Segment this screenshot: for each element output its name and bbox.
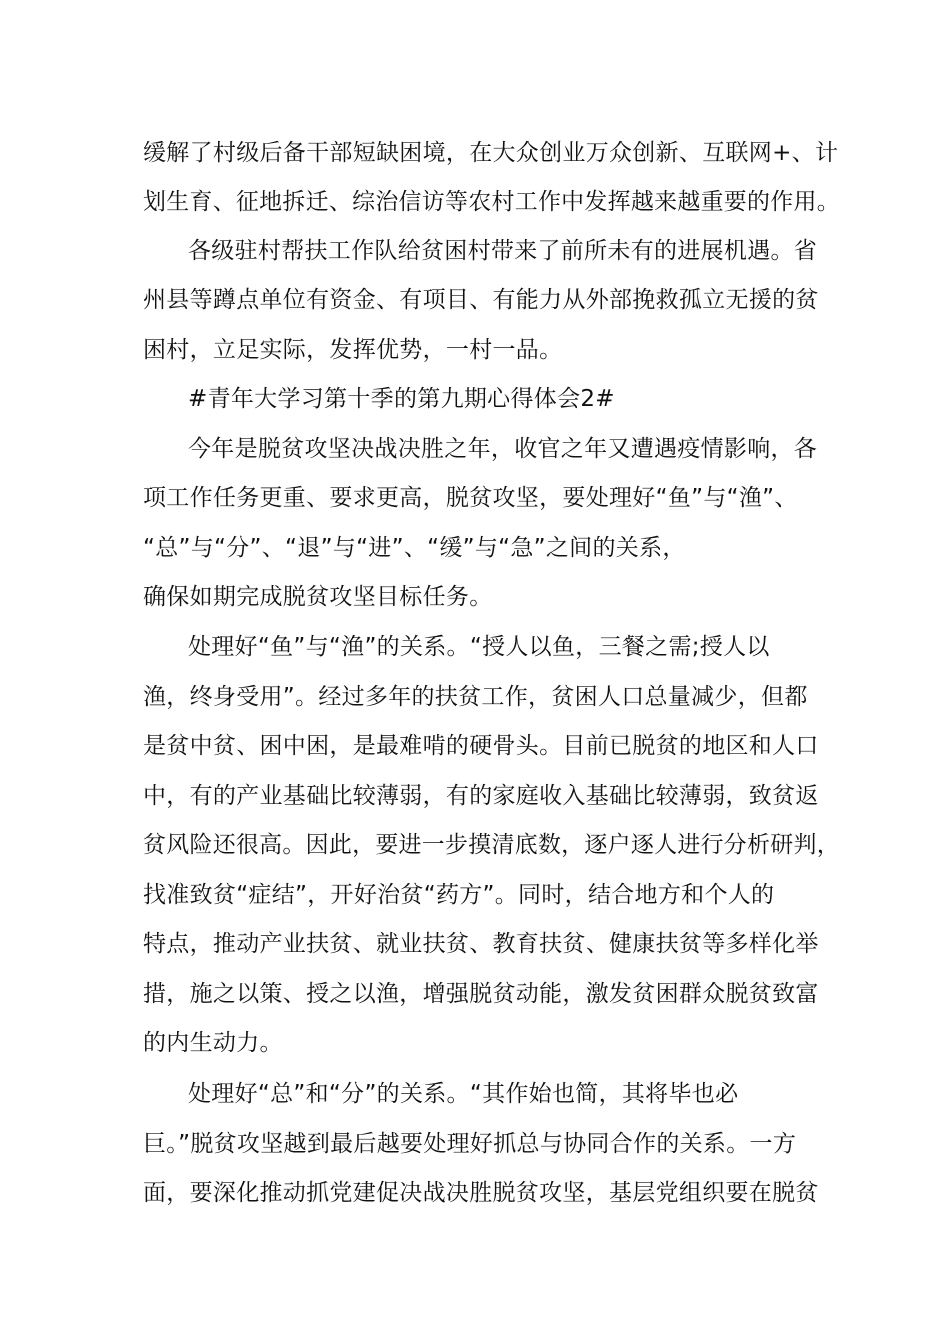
text-line: 渔，终身受用”。经过多年的扶贫工作，贫困人口总量减少，但都: [143, 684, 808, 710]
text-line: 各级驻村帮扶工作队给贫困村带来了前所未有的进展机遇。省: [188, 238, 818, 264]
text-line: 缓解了村级后备干部短缺困境，在大众创业万众创新、互联网+、计: [143, 140, 839, 166]
text-line: 巨。”脱贫攻坚越到最后越要处理好抓总与协同合作的关系。一方: [143, 1131, 797, 1157]
text-line: 中，有的产业基础比较薄弱，有的家庭收入基础比较薄弱，致贫返: [143, 783, 819, 809]
text-line: 的内生动力。: [143, 1030, 283, 1056]
text-line: 处理好“总”和“分”的关系。“其作始也简，其将毕也必: [188, 1081, 739, 1107]
text-line: 找准致贫“症结”，开好治贫“药方”。同时，结合地方和个人的: [143, 882, 775, 908]
text-line: 项工作任务更重、要求更高，脱贫攻坚，要处理好“鱼”与“渔”、: [143, 485, 798, 511]
text-line: #青年大学习第十季的第九期心得体会2#: [188, 386, 615, 412]
text-line: 今年是脱贫攻坚决战决胜之年，收官之年又遭遇疫情影响，各: [188, 436, 818, 462]
text-line: 州县等蹲点单位有资金、有项目、有能力从外部挽救孤立无援的贫: [143, 287, 819, 313]
text-line: 贫风险还很高。因此，要进一步摸清底数，逐户逐人进行分析研判，: [143, 832, 840, 858]
text-line: 面，要深化推动抓党建促决战决胜脱贫攻坚，基层党组织要在脱贫: [143, 1180, 819, 1206]
text-line: 困村，立足实际，发挥优势，一村一品。: [143, 337, 563, 363]
text-line: 划生育、征地拆迁、综治信访等农村工作中发挥越来越重要的作用。: [143, 189, 840, 215]
text-line: 措，施之以策、授之以渔，增强脱贫动能，激发贫困群众脱贫致富: [143, 981, 819, 1007]
text-line: 特点，推动产业扶贫、就业扶贫、教育扶贫、健康扶贫等多样化举: [143, 931, 819, 957]
text-line: 确保如期完成脱贫攻坚目标任务。: [143, 584, 493, 610]
text-line: 处理好“鱼”与“渔”的关系。“授人以鱼，三餐之需;授人以: [188, 634, 770, 660]
text-line: 是贫中贫、困中困，是最难啃的硬骨头。目前已脱贫的地区和人口: [143, 733, 819, 759]
text-line: “总”与“分”、“退”与“进”、“缓”与“急”之间的关系，: [143, 535, 686, 561]
